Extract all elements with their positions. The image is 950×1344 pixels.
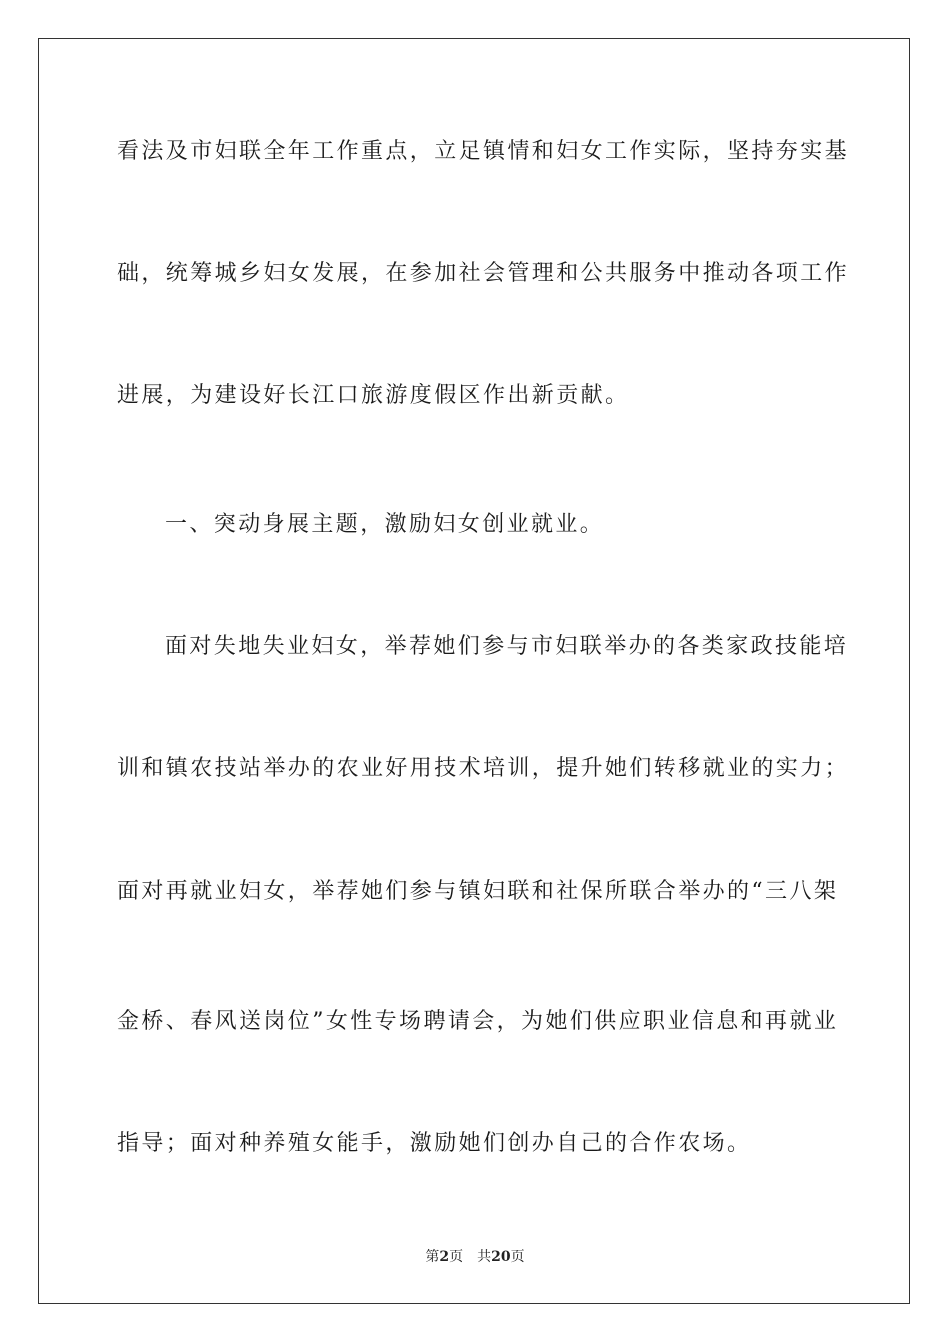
- paragraph-line: 面对失地失业妇女，举荐她们参与市妇联举办的各类家政技能培: [165, 634, 849, 659]
- paragraph-line: 进展，为建设好长江口旅游度假区作出新贡献。: [117, 383, 630, 408]
- page-number: 2: [439, 1249, 450, 1265]
- paragraph-line: 指导；面对种养殖女能手，激励她们创办自己的合作农场。: [117, 1131, 752, 1156]
- total-pages: 20: [491, 1249, 511, 1265]
- page-footer: [0, 1248, 950, 1266]
- paragraph-line: 面对再就业妇女，举荐她们参与镇妇联和社保所联合举办的“三八架: [117, 879, 839, 904]
- total-prefix: 共: [477, 1249, 492, 1265]
- paragraph-line: 看法及市妇联全年工作重点，立足镇情和妇女工作实际，坚持夯实基: [117, 139, 850, 164]
- paragraph-line: 训和镇农技站举办的农业好用技术培训，提升她们转移就业的实力；: [117, 756, 850, 781]
- paragraph-line: 金桥、春风送岗位”女性专场聘请会，为她们供应职业信息和再就业: [117, 1009, 839, 1034]
- total-unit: 页: [510, 1249, 525, 1265]
- page-unit: 页: [449, 1249, 464, 1265]
- paragraph-line: 础，统筹城乡妇女发展，在参加社会管理和公共服务中推动各项工作: [117, 261, 850, 286]
- section-heading: 一、突动身展主题，激励妇女创业就业。: [165, 512, 605, 537]
- page-prefix: 第: [425, 1249, 440, 1265]
- page-border: [38, 38, 910, 1304]
